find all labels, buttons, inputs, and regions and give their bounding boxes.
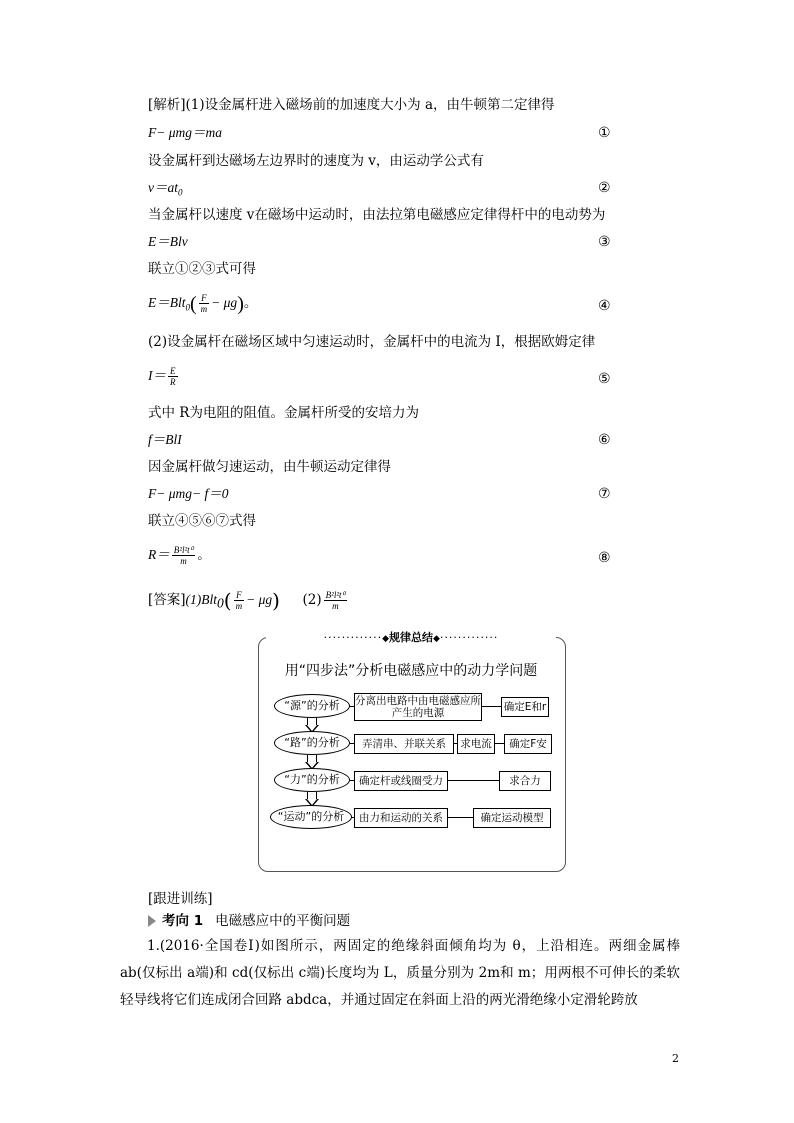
equation-number-3: ③ <box>598 234 611 250</box>
summary-header: ·············◆规律总结◆············· <box>266 631 556 645</box>
answer-1-denominator: m <box>235 601 243 611</box>
summary-title: 用“四步法”分析电磁感应中的动力学问题 <box>284 663 538 679</box>
answer-label: [答案] <box>148 592 186 608</box>
equation-4-denominator: m <box>200 304 208 315</box>
box-motion-model: 确定运动模型 <box>473 808 551 828</box>
solution-line-1: [解析](1)设金属杆进入磁场前的加速度大小为 a，由牛顿第二定律得 <box>148 97 555 113</box>
box-force-motion-relation: 由力和运动的关系 <box>354 808 448 828</box>
equation-number-8: ⑧ <box>598 550 611 566</box>
equation-2-main: v＝at <box>148 180 178 195</box>
equation-1: F− μmg＝ma <box>148 125 223 140</box>
answer-2-numerator: B²l²t⁰ <box>325 590 346 600</box>
oval-force-analysis: “力”的分析 <box>274 768 350 792</box>
equation-5-numerator: E <box>170 366 176 377</box>
equation-4-main: E＝Blt <box>148 295 186 310</box>
equation-4-fraction <box>199 293 210 314</box>
equation-8-denominator: m <box>180 556 187 567</box>
box-force-on-rod: 确定杆或线圈受力 <box>354 771 448 791</box>
equation-8-fraction <box>172 545 196 566</box>
connector-line <box>447 817 473 818</box>
equation-2-sub: 0 <box>178 187 183 198</box>
box-determine-f-ampere: 确定F安 <box>504 734 552 754</box>
equation-number-6: ⑥ <box>598 432 611 448</box>
solution-line-4: 联立①②③式可得 <box>148 261 256 277</box>
box-net-force: 求合力 <box>499 771 551 791</box>
equation-number-1: ① <box>598 125 611 141</box>
answer-1-tail: − μg <box>246 592 273 607</box>
equation-4-numerator: F <box>199 293 210 304</box>
equation-4-end: 。 <box>243 295 258 310</box>
equation-4-tail: − μg <box>211 295 238 310</box>
box-series-parallel: 弄清串、并联关系 <box>354 734 454 754</box>
connector-line <box>447 780 499 781</box>
solution-line-7: 因金属杆做匀速运动，由牛顿运动定律得 <box>148 459 391 475</box>
solution-line-3: 当金属杆以速度 v在磁场中运动时，由法拉第电磁感应定律得杆中的电动势为 <box>148 207 606 223</box>
answer-2-fraction <box>324 590 348 611</box>
oval-source-analysis: “源”的分析 <box>274 694 350 718</box>
problem-paragraph: 1.(2016·全国卷Ⅰ)如图所示，两固定的绝缘斜面倾角均为 θ，上沿相连。两细金属棒 ab(仅标出 a端)和 cd(仅标出 c端)长度均为 L，质量分别为 2m和 m；用两根不可伸长的柔软轻导线将它们连成闭合回路 abdca，并通过固定在斜面上沿的两光滑绝缘小定滑轮跨放 <box>120 938 680 1008</box>
direction-heading <box>148 909 350 929</box>
box-determine-e-r: 确定E和r <box>501 697 549 717</box>
summary-header-label: 规律总结 <box>389 631 433 644</box>
page-number: 2 <box>672 1052 679 1065</box>
solution-line-8: 联立④⑤⑥⑦式得 <box>148 513 256 529</box>
solution-line-2: 设金属杆到达磁场左边界时的速度为 v，由运动学公式有 <box>148 153 484 169</box>
equation-3: E＝Blv <box>148 234 188 249</box>
equation-6: f＝BlI <box>148 432 182 447</box>
answer-1-sub: 0 <box>217 595 224 611</box>
box-find-current: 求电流 <box>457 734 495 754</box>
equation-2 <box>148 178 183 203</box>
answer-2-denominator: m <box>332 601 339 611</box>
equation-8 <box>148 545 211 566</box>
direction-label: 考向 1 <box>162 913 204 929</box>
solution-line-6: 式中 R为电阻的阻值。金属杆所受的安培力为 <box>148 405 419 421</box>
equation-5-fraction <box>168 366 178 387</box>
connector-line <box>494 743 504 744</box>
triangle-marker-icon <box>148 915 156 927</box>
connector-line <box>481 706 501 707</box>
oval-motion-analysis: “运动”的分析 <box>270 805 352 829</box>
equation-5-denominator: R <box>170 377 176 388</box>
equation-8-main: R＝ <box>148 547 170 562</box>
equation-number-7: ⑦ <box>598 486 611 502</box>
equation-number-4: ④ <box>598 298 611 314</box>
answer-1-main: (1)Blt <box>185 592 218 607</box>
equation-4-sub: 0 <box>185 302 190 313</box>
equation-4: E＝Blt$_0$( $\frac{F}{m}$ − μg)。 <box>148 292 258 315</box>
equation-5 <box>148 366 180 387</box>
equation-8-end: 。 <box>197 547 211 562</box>
direction-title: 电磁感应中的平衡问题 <box>215 913 351 929</box>
equation-8-numerator: B²l²t⁰ <box>173 545 194 556</box>
practice-heading: [跟进训练] <box>148 891 213 907</box>
equation-number-5: ⑤ <box>598 371 611 387</box>
oval-circuit-analysis: “路”的分析 <box>274 731 350 755</box>
answer-1-fraction <box>234 590 245 611</box>
answer-1-numerator: F <box>234 590 245 601</box>
box-separate-source: 分离出电路中由电磁感应所产生的电源 <box>355 695 481 719</box>
answer-line: [答案](1)Blt$_0$( $\frac{F}{m}$ − μg) (2) $\frac{\text{B²l²t⁰}}{m}$ <box>148 588 346 613</box>
equation-5-main: I＝ <box>148 368 166 383</box>
equation-7: F− μmg− f＝0 <box>148 486 229 501</box>
equation-number-2: ② <box>598 180 611 196</box>
answer-2-main: (2) <box>302 592 322 608</box>
solution-line-5: (2)设金属杆在磁场区域中匀速运动时，金属杆中的电流为 I，根据欧姆定律 <box>148 334 596 350</box>
